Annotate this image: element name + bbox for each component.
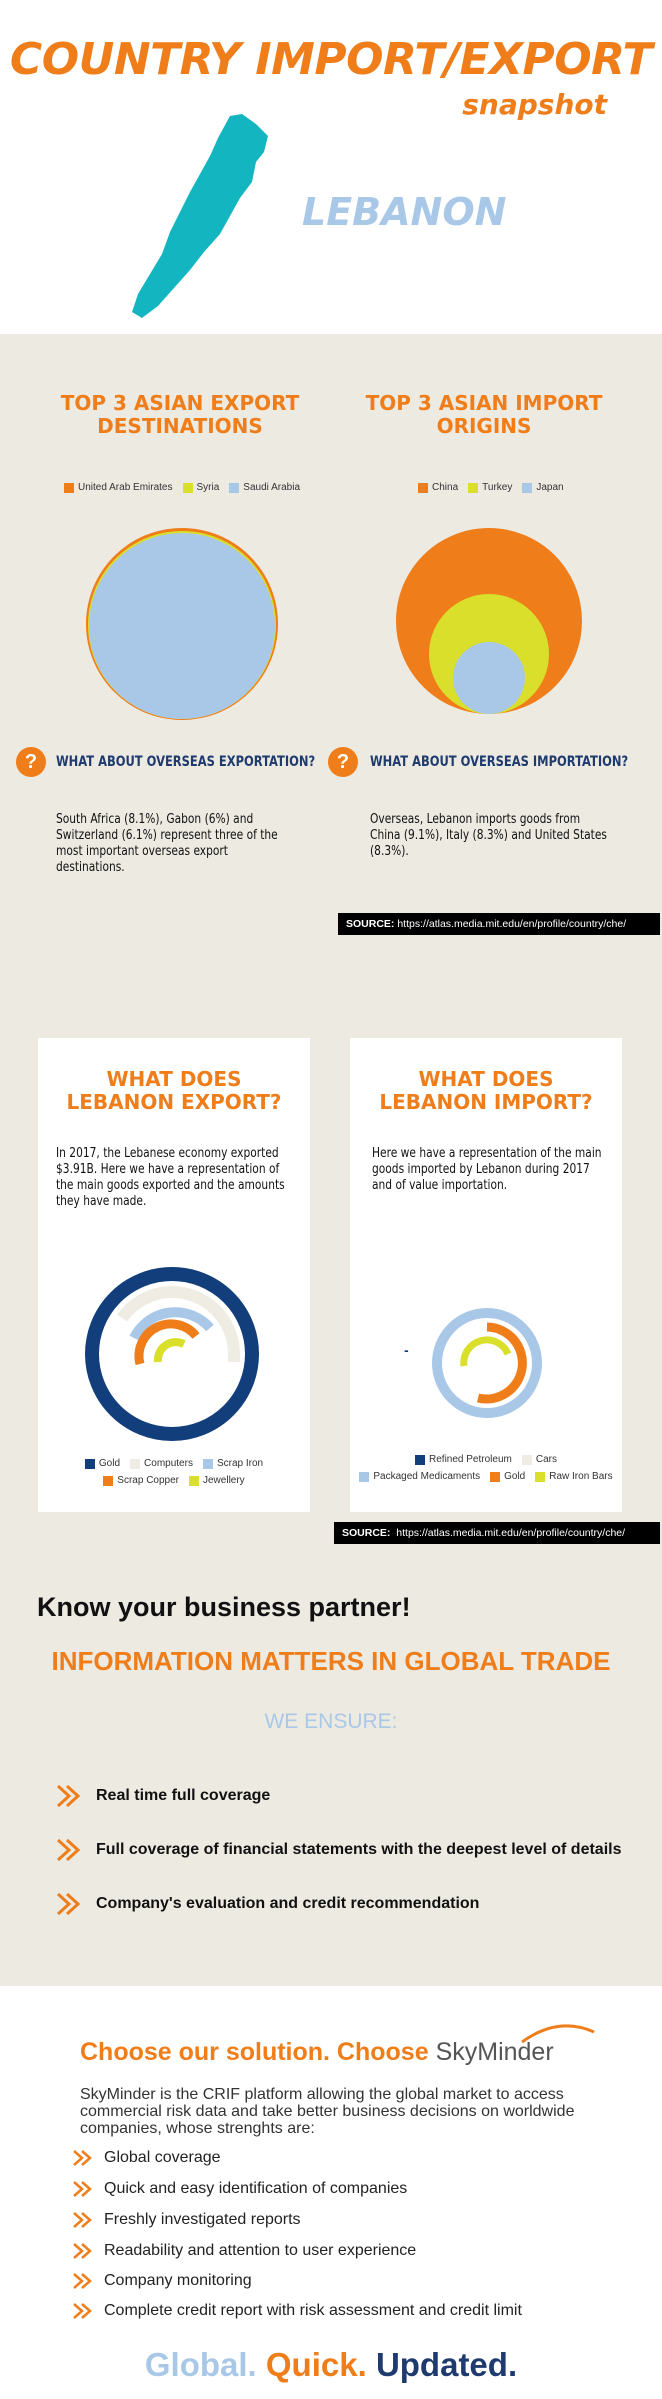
circle-saudi-arabia: [89, 533, 275, 719]
export-destinations-chart: [84, 526, 280, 722]
skyminder-logo: SkyMinder: [435, 2038, 554, 2066]
legend-item: [359, 1471, 480, 1482]
import-origins-title-line2: ORIGINS: [436, 414, 532, 438]
legend-label: Jewellery: [203, 1475, 245, 1486]
advantage-label: Complete credit report with risk assessment and credit limit: [104, 2302, 522, 2319]
legend-item: [418, 482, 458, 493]
legend-label: Turkey: [482, 482, 513, 493]
export-card-text: In 2017, the Lebanese economy exported $3.91B. Here we have a representation of the main goods exported and the amounts they have made.: [56, 1146, 285, 1209]
import-origins-legend: [418, 482, 564, 493]
export-destinations-title: [40, 392, 320, 438]
legend-label: Japan: [536, 482, 564, 493]
legend-item: [535, 1471, 612, 1482]
legend-swatch: [522, 1455, 532, 1465]
legend-item: [522, 482, 563, 493]
legend-item: [103, 1475, 179, 1486]
overseas-export-text: South Africa (8.1%), Gabon (6%) and Switzerland (6.1%) represent three of the most important overseas export destinations.: [56, 812, 278, 875]
legend-label: Gold: [504, 1471, 526, 1482]
advantage-label: Quick and easy identification of companies: [104, 2180, 408, 2197]
legend-item: [183, 482, 220, 493]
legend-label: Syria: [196, 482, 220, 493]
country-name: LEBANON: [302, 190, 507, 234]
advantage-item: [72, 2211, 301, 2229]
legend-label: Raw Iron Bars: [549, 1471, 613, 1482]
chevron-right-icon: [72, 2149, 94, 2167]
legend-swatch: [183, 483, 193, 493]
lebanon-map-icon: [118, 112, 280, 320]
chevron-right-icon: [72, 2180, 94, 2198]
legend-swatch: [418, 483, 428, 493]
import-origins-title: [344, 392, 624, 438]
tagline-quick: Quick.: [265, 2346, 367, 2383]
chevron-right-icon: [56, 1784, 82, 1808]
legend-item: [490, 1471, 525, 1482]
export-goods-legend: [48, 1458, 300, 1486]
export-destinations-title-line1: TOP 3 ASIAN EXPORT: [60, 391, 300, 415]
legend-swatch: [189, 1476, 199, 1486]
legend-swatch: [85, 1459, 95, 1469]
import-card-title: [350, 1068, 622, 1114]
legend-item: [203, 1458, 263, 1469]
legend-item: [468, 482, 512, 493]
legend-label: Packaged Medicaments: [373, 1471, 481, 1482]
legend-label: Refined Petroleum: [429, 1454, 512, 1465]
legend-swatch: [64, 483, 74, 493]
question-icon: ?: [16, 747, 46, 777]
solution-heading-text: Choose our solution. Choose: [80, 2038, 429, 2066]
ensure-item: [56, 1838, 621, 1862]
chart-dash: -: [404, 1342, 409, 1358]
legend-swatch: [490, 1472, 500, 1482]
source-url[interactable]: https://atlas.media.mit.edu/en/profile/country/che/: [397, 918, 627, 930]
advantage-label: Freshly investigated reports: [104, 2211, 301, 2228]
legend-label: Scrap Iron: [216, 1458, 264, 1469]
advantage-label: Global coverage: [104, 2149, 221, 2166]
export-destinations-legend: [64, 482, 300, 493]
legend-label: China: [432, 482, 459, 493]
legend-item: [415, 1454, 512, 1465]
ensure-item-label: Company's evaluation and credit recommendation: [96, 1895, 480, 1912]
import-goods-legend: [356, 1454, 616, 1482]
solution-heading: [80, 2038, 554, 2067]
advantage-item: [72, 2302, 522, 2320]
bar-raw-iron-bars: [464, 1340, 508, 1366]
ensure-item-label: Real time full coverage: [96, 1787, 271, 1804]
overseas-export-question: WHAT ABOUT OVERSEAS EXPORTATION?: [56, 754, 316, 770]
legend-item: [85, 1458, 120, 1469]
advantage-item: [72, 2272, 252, 2290]
export-card-title-line1: WHAT DOES: [106, 1067, 242, 1091]
partner-heading: Know your business partner!: [37, 1592, 411, 1622]
circle-japan: [453, 642, 525, 714]
overseas-import-question: WHAT ABOUT OVERSEAS IMPORTATION?: [370, 754, 629, 770]
source-note: [334, 1522, 660, 1544]
legend-swatch: [229, 483, 239, 493]
advantage-item: [72, 2149, 221, 2167]
ensure-label: WE ENSURE:: [264, 1710, 398, 1733]
legend-item: [522, 1454, 557, 1465]
legend-label: Computers: [144, 1458, 193, 1469]
import-card-title-line1: WHAT DOES: [418, 1067, 554, 1091]
advantage-label: Readability and attention to user experience: [104, 2242, 417, 2259]
export-goods-card: [38, 1038, 310, 1512]
export-card-title-line2: LEBANON EXPORT?: [66, 1090, 282, 1114]
legend-label: Cars: [535, 1454, 557, 1465]
legend-label: Gold: [98, 1458, 121, 1469]
advantage-item: [72, 2180, 407, 2198]
skyminder-swoosh-icon: [518, 2022, 598, 2046]
export-destinations-title-line2: DESTINATIONS: [97, 414, 263, 438]
legend-item: [189, 1475, 245, 1486]
question-icon: ?: [328, 747, 358, 777]
legend-swatch: [203, 1459, 213, 1469]
source-label: SOURCE:: [346, 918, 395, 930]
legend-label: Scrap Copper: [117, 1475, 179, 1486]
page-title: COUNTRY IMPORT/EXPORT: [9, 34, 653, 85]
export-goods-radial-chart: [84, 1266, 260, 1442]
import-origins-chart: [394, 526, 584, 716]
ensure-item-label: Full coverage of financial statements with the deepest level of details: [96, 1841, 622, 1858]
export-card-title: [38, 1068, 310, 1114]
chevron-right-icon: [72, 2302, 94, 2320]
legend-swatch: [468, 483, 478, 493]
legend-swatch: [103, 1476, 113, 1486]
ensure-item: [56, 1892, 479, 1916]
import-card-text: Here we have a representation of the main goods imported by Lebanon during 2017 and of value importation.: [372, 1146, 602, 1193]
advantage-label: Company monitoring: [104, 2272, 252, 2289]
tagline: [0, 2346, 662, 2384]
partner-subheading: INFORMATION MATTERS IN GLOBAL TRADE: [51, 1646, 611, 1676]
source-url[interactable]: https://atlas.media.mit.edu/en/profile/country/che/: [396, 1527, 626, 1539]
source-note: [338, 913, 660, 935]
solution-description: SkyMinder is the CRIF platform allowing the global market to access commercial risk data and take better business decisions on worldwide companies, whose strenghts are:: [80, 2086, 575, 2137]
legend-swatch: [535, 1472, 545, 1482]
source-label: SOURCE:: [342, 1527, 391, 1539]
import-goods-card: [350, 1038, 622, 1512]
tagline-global: Global.: [144, 2346, 257, 2383]
legend-swatch: [130, 1459, 140, 1469]
bar-jewellery: [158, 1342, 184, 1362]
chevron-right-icon: [72, 2211, 94, 2229]
chevron-right-icon: [72, 2242, 94, 2260]
overseas-import-text: Overseas, Lebanon imports goods from China (9.1%), Italy (8.3%) and United States (8.3%).: [370, 812, 607, 859]
chevron-right-icon: [56, 1892, 82, 1916]
legend-swatch: [415, 1455, 425, 1465]
import-goods-radial-chart: [430, 1306, 544, 1420]
chevron-right-icon: [72, 2272, 94, 2290]
advantage-item: [72, 2242, 416, 2260]
import-card-title-line2: LEBANON IMPORT?: [379, 1090, 593, 1114]
chevron-right-icon: [56, 1838, 82, 1862]
legend-item: [64, 482, 173, 493]
legend-item: [130, 1458, 193, 1469]
ensure-item: [56, 1784, 270, 1808]
legend-swatch: [359, 1472, 369, 1482]
legend-item: [229, 482, 300, 493]
legend-label: Saudi Arabia: [243, 482, 301, 493]
legend-label: United Arab Emirates: [78, 482, 173, 493]
legend-swatch: [522, 483, 532, 493]
page-subtitle: snapshot: [462, 88, 607, 121]
import-origins-title-line1: TOP 3 ASIAN IMPORT: [365, 391, 603, 415]
tagline-updated: Updated.: [375, 2346, 518, 2383]
